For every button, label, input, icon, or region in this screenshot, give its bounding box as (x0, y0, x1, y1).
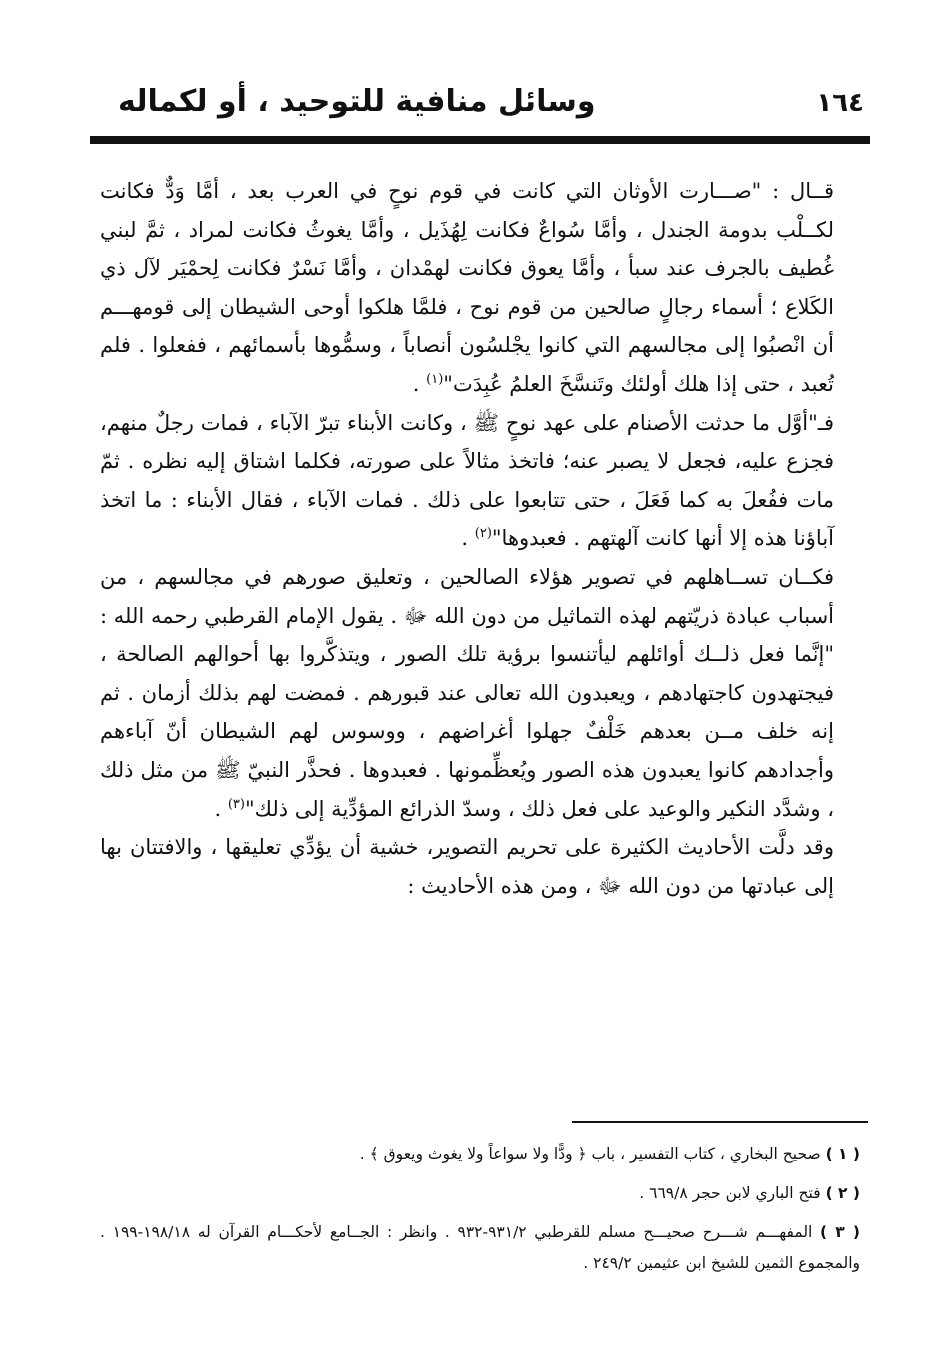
paragraph-3-text: فكــان تســاهلهم في تصوير هؤلاء الصالحين ، وتعليق صورهم في مجالسهم ، من أسباب عبادة ذريّتهم لهذه التماثيل من دون الله ﷻ . يقول الإمام القرطبي رحمه الله : "إنَّما فعل ذلــك أوائلهم ليأتنسوا برؤية تلك الصور ، ويتذكَّروا بها أحوالهم الصالحة ، فيجتهدون كاجتهادهم ، ويعبدون الله تعالى عند قبورهم . فمضت لهم بذلك أزمان . ثم إنه خلف مــن بعدهم خَلْفٌ جهلوا أغراضهم ، ووسوس لهم الشيطان أنّ آباءهم وأجدادهم كانوا يعبدون هذه الصور ويُعظِّمونها . فعبدوها . فحذَّر النبيّ ﷺ من مثل ذلك ، وشدَّد النكير والوعيد على فعل ذلك ، وسدّ الذرائع المؤدِّية إلى ذلك" (100, 564, 835, 821)
footnote-3 (100, 1217, 860, 1279)
footnote-2-number: ( ٢ ) (825, 1184, 860, 1202)
paragraph-3: فكــان تســاهلهم في تصوير هؤلاء الصالحين ، وتعليق صورهم في مجالسهم ، من أسباب عبادة ذريّتهم لهذه التماثيل من دون الله ﷻ . يقول الإمام القرطبي رحمه الله : "إنَّما فعل ذلــك أوائلهم ليأتنسوا برؤية تلك الصور ، ويتذكَّروا بها أحوالهم الصالحة ، فيجتهدون كاجتهادهم ، ويعبدون الله تعالى عند قبورهم . فمضت لهم بذلك أزمان . ثم إنه خلف مــن بعدهم خَلْفٌ جهلوا أغراضهم ، ووسوس لهم الشيطان أنّ آباءهم وأجدادهم كانوا يعبدون هذه الصور ويُعظِّمونها . فعبدوها . فحذَّر النبيّ ﷺ من مثل ذلك ، وشدَّد النكير والوعيد على فعل ذلك ، وسدّ الذرائع المؤدِّية إلى ذلك"$^{(٣)}$ . (100, 564, 835, 821)
footnote-ref-2: (٢) (474, 526, 492, 542)
footnote-1-number: ( ١ ) (825, 1145, 860, 1163)
footnote-2 (100, 1178, 860, 1209)
footnote-ref-1: (١) (426, 371, 444, 387)
footnote-1 (100, 1139, 860, 1170)
page-number: ١٦٤ (816, 88, 864, 118)
paragraph-2-text: فـ"أوَّل ما حدثت الأصنام على عهد نوحٍ ﷺ ، وكانت الأبناء تبرّ الآباء ، فمات رجلٌ منهم، فجزع عليه، فجعل لا يصبر عنه؛ فاتخذ مثالاً على صورته، فكلما اشتاق إليه نظره . ثمّ مات ففُعلَ به كما فَعَلَ ، حتى تتابعوا على ذلك . فمات الآباء ، فقال الأبناء : ما اتخذ آباؤنا هذه إلا أنها كانت آلهتهم . فعبدوها" (100, 410, 834, 551)
footnote-2-text: فتح الباري لابن حجر ٦٦٩/٨ . (639, 1184, 821, 1202)
paragraph-4 (100, 828, 834, 905)
running-title: وسائل منافية للتوحيد ، أو لكماله (118, 84, 596, 119)
paragraph-2: فـ"أوَّل ما حدثت الأصنام على عهد نوحٍ ﷺ ، وكانت الأبناء تبرّ الآباء ، فمات رجلٌ منهم، فجزع عليه، فجعل لا يصبر عنه؛ فاتخذ مثالاً على صورته، فكلما اشتاق إليه نظره . ثمّ مات ففُعلَ به كما فَعَلَ ، حتى تتابعوا على ذلك . فمات الآباء ، فقال الأبناء : ما اتخذ آباؤنا هذه إلا أنها كانت آلهتهم . فعبدوها"$^{(٢)}$ . (100, 410, 834, 551)
footnote-ref-3: (٣) (227, 796, 245, 812)
footnote-3-number: ( ٣ ) (820, 1223, 861, 1241)
page-header (98, 84, 868, 124)
paragraph-1: قــال : "صـــارت الأوثان التي كانت في قوم نوحٍ في العرب بعد ، أمَّا وَدٌّ فكانت لكــلْب بدومة الجندل ، وأمَّا سُواعٌ فكانت لِهُذَيل ، وأمَّا يغوثُ فكانت لمراد ، ثمَّ لبني غُطيف بالجرف عند سبأ ، وأمَّا يعوق فكانت لهمْدان ، وأمَّا نَسْرٌ فكانت لِحمْيَر لآل ذي الكَلاع ؛ أسماء رجالٍ صالحين من قوم نوح ، فلمَّا هلكوا أوحى الشيطان إلى قومهـــم أن انْصبُوا إلى مجالسهم التي كانوا يجْلسُون أنصاباً ، وسمُّوها بأسمائهم ، ففعلوا . فلم تُعبد ، حتى إذا هلك أولئك وتَنسَّخَ العلمُ عُبِدَت"$^{(١)}$ . (100, 179, 834, 396)
footnote-3-text: المفهـــم شـــرح صحيـــح مسلم للقرطبي ٩٣١/٢-٩٣٢ . وانظر : الجــامع لأحكـــام القرآن له ١٩٨/١٨-١٩٩ . والمجموع الثمين للشيخ ابن عثيمين ٢٤٩/٢ . (100, 1223, 860, 1272)
footnotes (100, 1139, 860, 1287)
paragraph-4-text: وقد دلَّت الأحاديث الكثيرة على تحريم التصوير، خشية أن يؤدِّي تعليقها ، والافتتان بها إلى عبادتها من دون الله ﷻ ، ومن هذه الأحاديث : (100, 835, 834, 898)
footnote-separator (572, 1121, 868, 1123)
header-rule (90, 136, 870, 144)
main-text (100, 172, 834, 905)
paragraph-1-text: قــال : "صـــارت الأوثان التي كانت في قوم نوحٍ في العرب بعد ، أمَّا وَدٌّ فكانت لكــلْب بدومة الجندل ، وأمَّا سُواعٌ فكانت لِهُذَيل ، وأمَّا يغوثُ فكانت لمراد ، ثمَّ لبني غُطيف بالجرف عند سبأ ، وأمَّا يعوق فكانت لهمْدان ، وأمَّا نَسْرٌ فكانت لِحمْيَر لآل ذي الكَلاع ؛ أسماء رجالٍ صالحين من قوم نوح ، فلمَّا هلكوا أوحى الشيطان إلى قومهـــم أن انْصبُوا إلى مجالسهم التي كانوا يجْلسُون أنصاباً ، وسمُّوها بأسمائهم ، ففعلوا . فلم تُعبد ، حتى إذا هلك أولئك وتَنسَّخَ العلمُ عُبِدَت" (100, 179, 834, 396)
footnote-1-text: صحيح البخاري ، كتاب التفسير ، باب ﴿ ودًّا ولا سواعاً ولا يغوث ويعوق ﴾ . (359, 1145, 821, 1163)
